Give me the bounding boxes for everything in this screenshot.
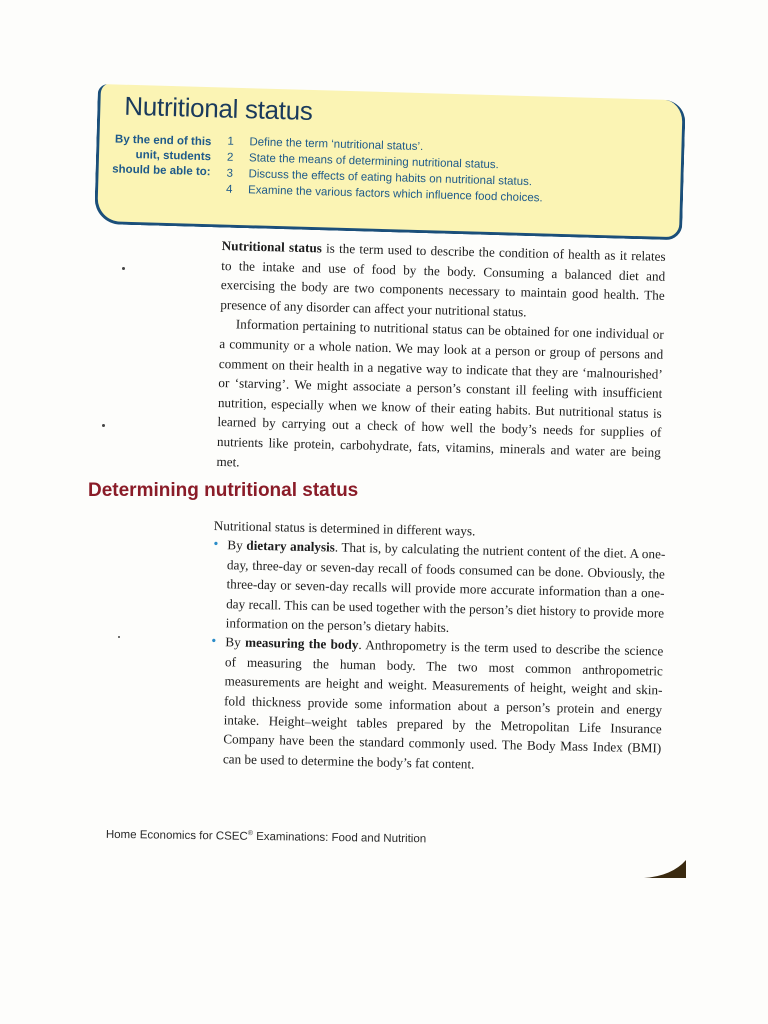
objective-text: Examine the various factors which influence food choices. (247, 184, 543, 205)
determining-lead: Nutritional status is determined in different ways. (213, 517, 476, 539)
term-measuring-body: measuring the body (244, 635, 359, 653)
intro-paragraph-1 (220, 236, 666, 325)
scan-speck (118, 636, 120, 638)
intro-paragraph-2: Information pertaining to nutritional status can be obtained for one individual or a community or a whole nation. We may look at a person or group of persons and comment on their health in a negative way to indicate that they are ‘malnourished’ or ‘starving’. We might associate a person’s constant ill feeling with insufficient nutrition, especially when we know of their eating habits. But nutritional status is learned by carrying out a check of how well the body’s needs for supplies of nutrients like protein, carbohydrate, fats, vitamins, minerals and water are being met. (216, 316, 664, 470)
objective-number: 4 (225, 183, 233, 196)
bullet-dietary-analysis (212, 535, 666, 641)
registered-mark: ® (247, 829, 254, 838)
objectives-intro: By the end of this unit, students should be able to: (112, 133, 212, 179)
section-heading: Determining nutritional status (88, 480, 359, 501)
objective-text: State the means of determining nutritional status. (248, 152, 500, 172)
intro-paragraph-1-text: is the term used to describe the condition of health as it relates to the intake and use of food by the body. Consuming a balanced diet and exercising the body are two components necessary to maintain good health. The presence of any disorder can affect your nutritional status. (220, 240, 666, 320)
bullet-text: . That is, by calculating the nutrient content of the diet. A one-day, three-day or seven-day recall of foods consumed can be done. Obviously, the three-day or seven-day recalls will provide more accurate information than a one-day recall. This can be used together with the person’s diet history to provide more information on the person’s dietary habits. (225, 539, 666, 635)
determining-body (209, 516, 666, 778)
page-footer (106, 828, 626, 848)
term-dietary-analysis: dietary analysis (246, 538, 336, 555)
page-corner-decoration (642, 858, 688, 880)
objective-text: Define the term ‘nutritional status’. (249, 136, 424, 154)
bullet-prefix: By (227, 537, 247, 554)
objective-number: 2 (226, 151, 234, 164)
unit-title: Nutritional status (123, 90, 313, 126)
scan-speck (102, 424, 105, 427)
intro-body (216, 236, 666, 482)
objective-number: 1 (227, 135, 235, 148)
footer-text: Home Economics for CSEC (105, 828, 248, 843)
objective-number: 3 (226, 167, 234, 180)
bullet-text: . Anthropometry is the term used to describe the science of measuring the human body. The two most common anthropometric measurements are height and weight. Measurements of height, weight and skin-fold thickness provide some information about a person’s protein and energy intake. Height–weight tables prepared by the Metropolitan Life Insurance Company have been the standard commonly used. The Body Mass Index (BMI) can be used to determine the body’s fat content. (222, 637, 664, 772)
footer-text-rest: Examinations: Food and Nutrition (252, 830, 427, 846)
bullet-measuring-body (209, 632, 664, 777)
objectives-box (94, 84, 686, 240)
scan-speck (122, 267, 125, 270)
objective-text: Discuss the effects of eating habits on nutritional status. (248, 168, 533, 189)
bullet-prefix: By (225, 634, 246, 651)
objectives-list (226, 134, 668, 210)
term-nutritional-status: Nutritional status (221, 237, 323, 256)
